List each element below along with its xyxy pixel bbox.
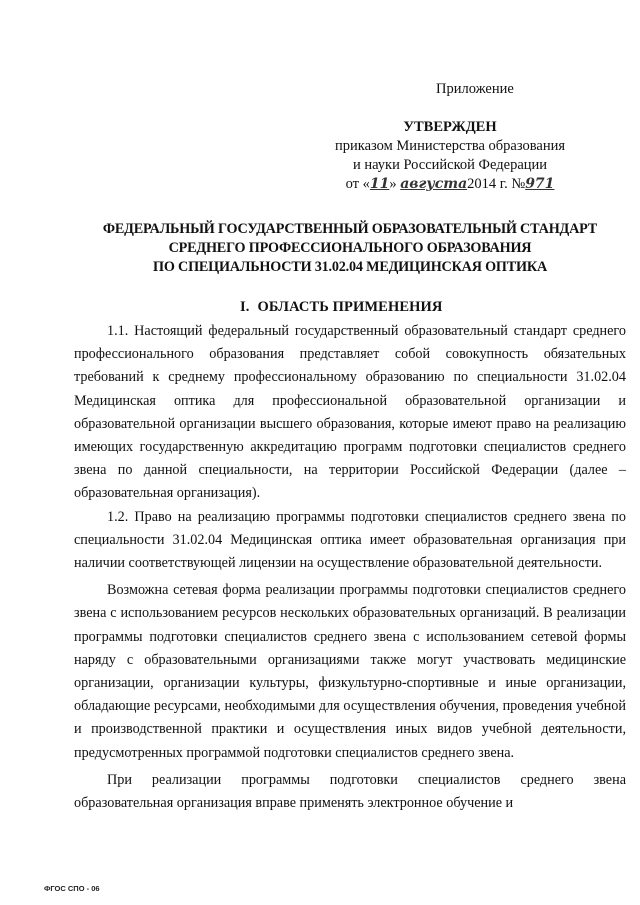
approved-label: УТВЕРЖДЕН	[403, 119, 497, 135]
paragraph-1-1: 1.1. Настоящий федеральный государственный образовательный стандарт среднего профессионального образования представляет собой совокупность обязательных требований к среднему профессиональному образованию по специальности 31.02.04 Медицинская оптика для профессиональной образовательной организации и образовательной организации высшего образования, которые имеют право на реализацию имеющих государственную аккредитацию программ подготовки специалистов среднего звена по данной специальности, на территории Российской Федерации (далее – образовательная организация).	[74, 323, 626, 502]
paragraph-1-2: 1.2. Право на реализацию программы подготовки специалистов среднего звена по специальности 31.02.04 Медицинская оптика имеет образовательная организация при наличии соответствующей лицензии на осуществление образовательной деятельности.	[74, 508, 626, 572]
section-name: ОБЛАСТЬ ПРИМЕНЕНИЯ	[257, 299, 443, 315]
title-line-1: ФЕДЕРАЛЬНЫЙ ГОСУДАРСТВЕННЫЙ ОБРАЗОВАТЕЛЬНЫЙ СТАНДАРТ	[102, 221, 598, 237]
approval-block	[300, 118, 600, 194]
body-text	[74, 320, 626, 815]
title-line-2: СРЕДНЕГО ПРОФЕССИОНАЛЬНОГО ОБРАЗОВАНИЯ	[168, 240, 532, 256]
order-date-line	[300, 175, 600, 194]
order-line-1: приказом Министерства образования	[334, 138, 566, 154]
paragraph-network-form: Возможна сетевая форма реализации программы подготовки специалистов среднего звена с использованием ресурсов нескольких образовательных организаций. В реализации программы подготовки специалистов среднего звена с использованием сетевой формы наряду с образовательными организациями также могут участвовать медицинские организации, организации культуры, физкультурно-спортивные и иные организации, обладающие ресурсами, необходимыми для осуществления обучения, проведения учебной и производственной практики и осуществления иных видов учебной деятельности, предусмотренных программой подготовки специалистов среднего звена.	[74, 582, 626, 761]
date-month: августа	[400, 176, 468, 192]
date-day: 11	[369, 176, 390, 192]
section-heading	[240, 298, 442, 316]
order-line-2: и науки Российской Федерации	[352, 157, 548, 173]
title-line-3: ПО СПЕЦИАЛЬНОСТИ 31.02.04 МЕДИЦИНСКАЯ ОПТИКА	[153, 259, 547, 275]
footer-code: ФГОС СПО - 06	[44, 884, 100, 893]
date-mid: »	[389, 176, 397, 192]
section-number: I.	[240, 299, 250, 315]
order-number: 971	[525, 176, 555, 192]
appendix-label: Приложение	[436, 81, 514, 97]
date-year: 2014 г. №	[467, 176, 526, 192]
date-prefix: от «	[345, 176, 370, 192]
document-title	[70, 220, 630, 277]
paragraph-e-learning: При реализации программы подготовки специалистов среднего звена образовательная организация вправе применять электронное обучение и	[74, 771, 626, 812]
